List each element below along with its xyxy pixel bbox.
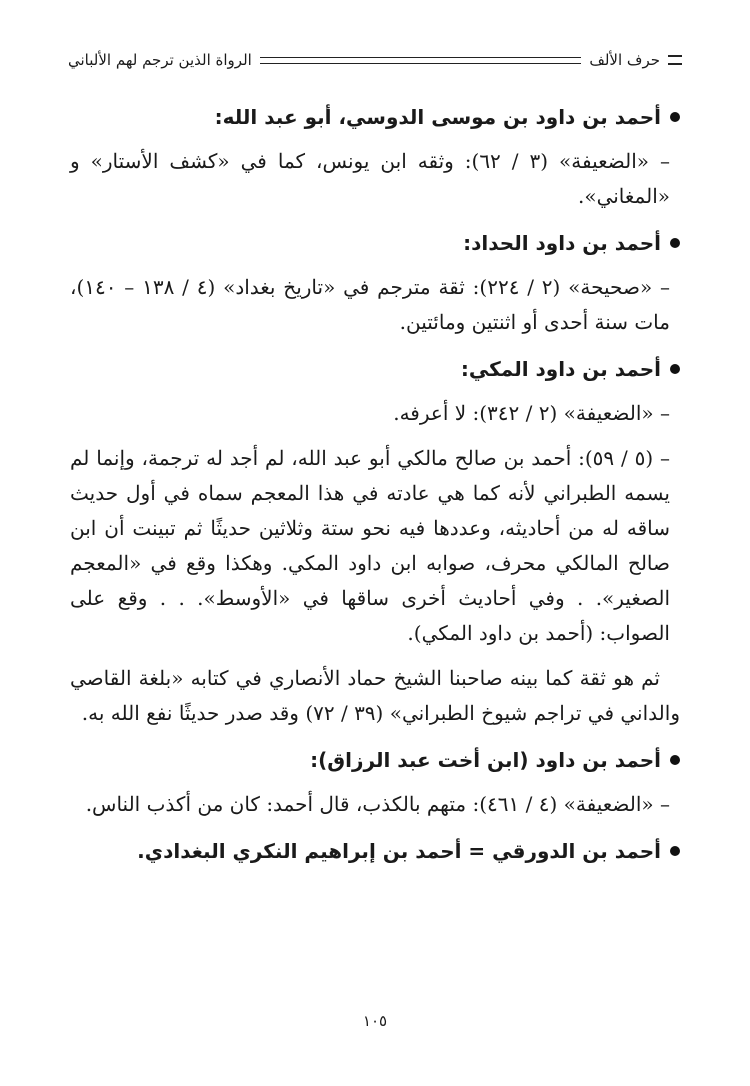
bullet-icon xyxy=(670,755,680,765)
bullet-icon xyxy=(670,364,680,374)
entry-title: أحمد بن داود الحداد: xyxy=(463,231,661,255)
page-number: ١٠٥ xyxy=(362,1012,388,1030)
entry-2 xyxy=(70,224,680,340)
header-book-title: الرواة الذين ترجم لهم الألباني xyxy=(68,51,252,69)
entry-1 xyxy=(70,98,680,214)
entry-5 xyxy=(70,832,680,870)
entry-title: أحمد بن الدورقي = أحمد بن إبراهيم النكري البغدادي. xyxy=(137,839,661,863)
entry-heading xyxy=(70,224,680,262)
entry-paragraph: – (٥ / ٥٩): أحمد بن صالح مالكي أبو عبد الله، لم أجد له ترجمة، وإنما لم يسمه الطبراني لأنه كما هي عادته في هذا المعجم سماه في أول حديث ساقه له من أحاديثه، وعددها فيه نحو ستة وثلاثين حديثًا ثم تبينت أن ابن صالح المالكي محرف، صوابه ابن داود المكي. وهكذا وقع في «المعجم الصغير». . وفي أحاديث أخرى ساقها في «الأوسط». . . وقع على الصواب: (أحمد بن داود المكي). xyxy=(70,446,670,645)
header-rule xyxy=(260,57,582,64)
entry-title: أحمد بن داود المكي: xyxy=(460,357,661,381)
entry-paragraph: ثم هو ثقة كما بينه صاحبنا الشيخ حماد الأنصاري في كتابه «بلغة القاصي والداني في تراجم شيوخ الطبراني» (٣٩ / ٧٢) وقد صدر حديثًا نفع الله به. xyxy=(70,666,680,725)
header-chapter: حرف الألف xyxy=(589,51,660,69)
bullet-icon xyxy=(670,112,680,122)
entry-paragraph: – «الضعيفة» (٤ / ٤٦١): متهم بالكذب، قال أحمد: كان من أكذب الناس. xyxy=(85,792,670,816)
entry-3 xyxy=(70,350,680,731)
header-ornament xyxy=(668,55,682,65)
entry-paragraph: – «الضعيفة» (٢ / ٣٤٢): لا أعرفه. xyxy=(393,401,670,425)
bullet-icon xyxy=(670,846,680,856)
page-body xyxy=(70,98,680,878)
entry-heading xyxy=(70,350,680,388)
running-header xyxy=(68,46,682,74)
entry-4 xyxy=(70,741,680,822)
entry-heading xyxy=(70,832,680,870)
entry-heading xyxy=(70,98,680,136)
entry-paragraph: – «صحيحة» (٢ / ٢٢٤): ثقة مترجم في «تاريخ بغداد» (٤ / ١٣٨ – ١٤٠)، مات سنة أحدى أو اثنتين ومائتين. xyxy=(70,275,670,334)
bullet-icon xyxy=(670,238,680,248)
entry-paragraph: – «الضعيفة» (٣ / ٦٢): وثقه ابن يونس، كما في «كشف الأستار» و «المغاني». xyxy=(70,149,670,208)
entry-heading xyxy=(70,741,680,779)
entry-title: أحمد بن داود بن موسى الدوسي، أبو عبد الله: xyxy=(214,105,661,129)
entry-title: أحمد بن داود (ابن أخت عبد الرزاق): xyxy=(310,748,661,772)
